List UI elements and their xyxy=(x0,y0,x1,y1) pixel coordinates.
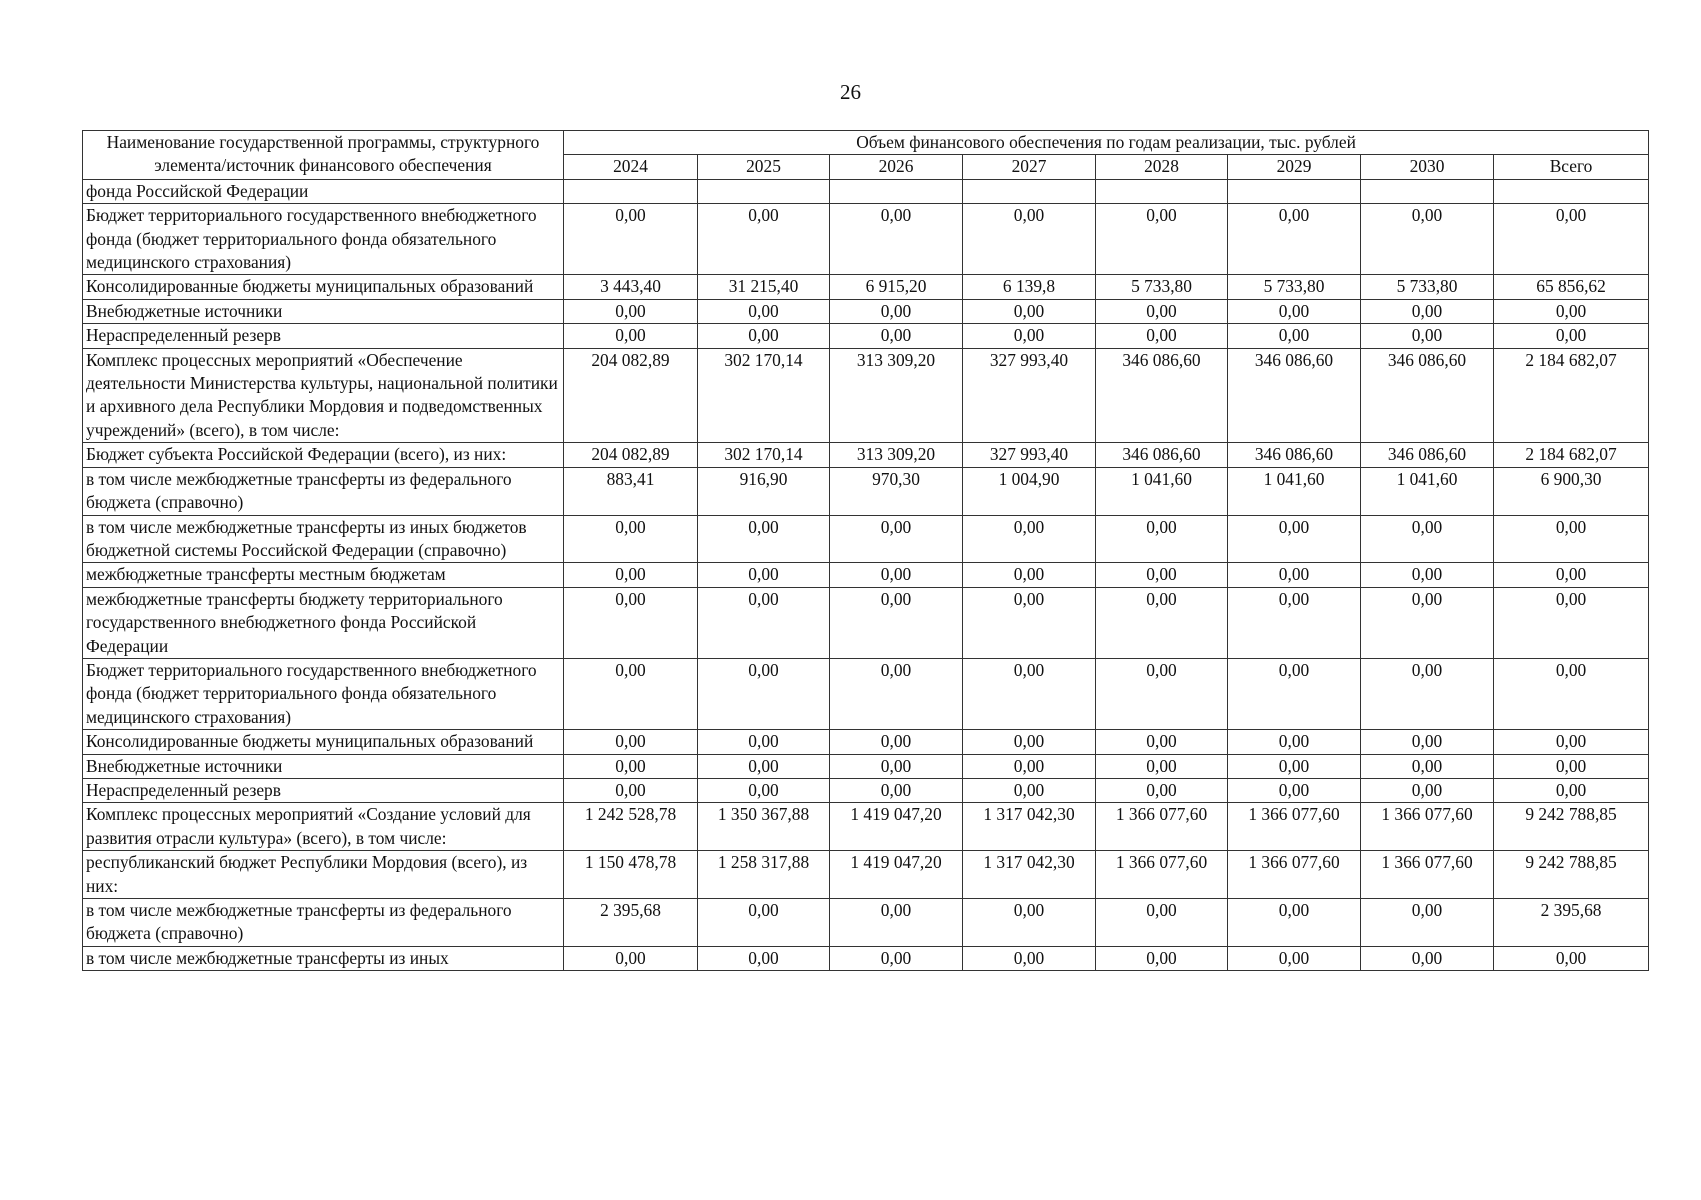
row-value-cell: 0,00 xyxy=(698,658,830,729)
row-value-cell xyxy=(1096,179,1228,203)
row-value-cell: 0,00 xyxy=(698,778,830,802)
table-row xyxy=(83,730,1649,754)
row-value-cell: 0,00 xyxy=(830,515,963,563)
row-value-cell: 1 366 077,60 xyxy=(1361,851,1494,899)
row-value-cell: 346 086,60 xyxy=(1096,348,1228,443)
row-value-cell: 0,00 xyxy=(1096,730,1228,754)
row-value-cell: 0,00 xyxy=(698,754,830,778)
row-value-cell: 0,00 xyxy=(698,563,830,587)
row-value-cell: 0,00 xyxy=(1228,324,1361,348)
row-value-cell: 0,00 xyxy=(963,658,1096,729)
row-name: в том числе межбюджетные трансферты из иных xyxy=(83,946,564,970)
row-value-cell: 346 086,60 xyxy=(1096,443,1228,467)
row-value-cell: 0,00 xyxy=(1096,563,1228,587)
row-value-cell: 0,00 xyxy=(1361,754,1494,778)
row-total-cell: 0,00 xyxy=(1494,587,1649,658)
row-name: в том числе межбюджетные трансферты из федерального бюджета (справочно) xyxy=(83,899,564,947)
header-name-column: Наименование государственной программы, структурного элемента/источник финансового обеспечения xyxy=(83,131,564,180)
header-year: 2024 xyxy=(564,155,698,179)
row-value-cell: 0,00 xyxy=(1361,946,1494,970)
row-value-cell: 0,00 xyxy=(963,587,1096,658)
row-value-cell: 204 082,89 xyxy=(564,348,698,443)
row-value-cell: 0,00 xyxy=(1361,563,1494,587)
row-total-cell: 0,00 xyxy=(1494,563,1649,587)
row-value-cell: 0,00 xyxy=(830,324,963,348)
row-value-cell: 0,00 xyxy=(698,324,830,348)
row-total-cell: 0,00 xyxy=(1494,778,1649,802)
row-value-cell: 0,00 xyxy=(564,754,698,778)
row-value-cell xyxy=(830,179,963,203)
header-year: 2026 xyxy=(830,155,963,179)
table-row xyxy=(83,851,1649,899)
row-value-cell: 0,00 xyxy=(830,658,963,729)
row-value-cell: 0,00 xyxy=(1096,946,1228,970)
row-value-cell: 0,00 xyxy=(830,754,963,778)
row-value-cell: 5 733,80 xyxy=(1096,275,1228,299)
row-value-cell: 0,00 xyxy=(1228,778,1361,802)
row-value-cell: 302 170,14 xyxy=(698,443,830,467)
row-value-cell: 1 317 042,30 xyxy=(963,851,1096,899)
row-value-cell: 0,00 xyxy=(963,899,1096,947)
row-value-cell: 0,00 xyxy=(564,730,698,754)
row-value-cell: 204 082,89 xyxy=(564,443,698,467)
row-value-cell: 3 443,40 xyxy=(564,275,698,299)
row-value-cell: 0,00 xyxy=(564,778,698,802)
row-value-cell: 1 419 047,20 xyxy=(830,851,963,899)
row-value-cell: 883,41 xyxy=(564,467,698,515)
row-value-cell: 0,00 xyxy=(1096,204,1228,275)
row-value-cell xyxy=(698,179,830,203)
row-value-cell: 0,00 xyxy=(830,563,963,587)
row-value-cell xyxy=(1228,179,1361,203)
row-value-cell: 0,00 xyxy=(1228,658,1361,729)
row-value-cell: 1 258 317,88 xyxy=(698,851,830,899)
row-value-cell: 0,00 xyxy=(963,299,1096,323)
row-value-cell: 0,00 xyxy=(1361,899,1494,947)
table-row xyxy=(83,467,1649,515)
row-name: Комплекс процессных мероприятий «Создание условий для развития отрасли культура» (всего), в том числе: xyxy=(83,803,564,851)
row-value-cell: 346 086,60 xyxy=(1228,443,1361,467)
row-value-cell: 1 004,90 xyxy=(963,467,1096,515)
row-total-cell: 9 242 788,85 xyxy=(1494,851,1649,899)
row-value-cell: 970,30 xyxy=(830,467,963,515)
row-total-cell: 0,00 xyxy=(1494,324,1649,348)
row-value-cell: 1 041,60 xyxy=(1096,467,1228,515)
row-value-cell: 1 366 077,60 xyxy=(1228,803,1361,851)
row-value-cell: 346 086,60 xyxy=(1361,348,1494,443)
row-value-cell: 0,00 xyxy=(564,563,698,587)
header-year: 2029 xyxy=(1228,155,1361,179)
row-value-cell: 5 733,80 xyxy=(1361,275,1494,299)
row-total-cell xyxy=(1494,179,1649,203)
table-row xyxy=(83,443,1649,467)
table-row xyxy=(83,204,1649,275)
row-value-cell: 0,00 xyxy=(963,730,1096,754)
row-name: фонда Российской Федерации xyxy=(83,179,564,203)
row-value-cell: 302 170,14 xyxy=(698,348,830,443)
row-value-cell: 5 733,80 xyxy=(1228,275,1361,299)
table-row xyxy=(83,658,1649,729)
row-value-cell: 0,00 xyxy=(963,324,1096,348)
row-value-cell: 31 215,40 xyxy=(698,275,830,299)
row-value-cell: 0,00 xyxy=(1228,730,1361,754)
row-value-cell: 1 366 077,60 xyxy=(1096,803,1228,851)
row-value-cell: 0,00 xyxy=(830,587,963,658)
row-value-cell: 0,00 xyxy=(1361,299,1494,323)
header-year: 2030 xyxy=(1361,155,1494,179)
row-value-cell: 0,00 xyxy=(1228,899,1361,947)
row-value-cell: 0,00 xyxy=(698,204,830,275)
row-value-cell: 0,00 xyxy=(963,754,1096,778)
row-value-cell: 0,00 xyxy=(1361,324,1494,348)
row-name: межбюджетные трансферты местным бюджетам xyxy=(83,563,564,587)
header-row-1 xyxy=(83,131,1649,155)
row-value-cell: 1 419 047,20 xyxy=(830,803,963,851)
table-row xyxy=(83,899,1649,947)
row-value-cell: 0,00 xyxy=(1096,515,1228,563)
row-value-cell: 0,00 xyxy=(1096,778,1228,802)
row-value-cell: 0,00 xyxy=(564,658,698,729)
row-value-cell xyxy=(564,179,698,203)
row-total-cell: 6 900,30 xyxy=(1494,467,1649,515)
row-value-cell: 0,00 xyxy=(963,778,1096,802)
row-value-cell: 0,00 xyxy=(1228,563,1361,587)
row-total-cell: 0,00 xyxy=(1494,515,1649,563)
row-value-cell: 1 317 042,30 xyxy=(963,803,1096,851)
row-value-cell: 0,00 xyxy=(564,587,698,658)
table-row xyxy=(83,299,1649,323)
row-value-cell: 0,00 xyxy=(1096,754,1228,778)
row-value-cell: 0,00 xyxy=(830,899,963,947)
row-value-cell: 1 366 077,60 xyxy=(1228,851,1361,899)
row-value-cell: 0,00 xyxy=(698,946,830,970)
row-total-cell: 2 184 682,07 xyxy=(1494,443,1649,467)
row-value-cell: 0,00 xyxy=(564,515,698,563)
row-value-cell: 0,00 xyxy=(564,299,698,323)
row-value-cell: 0,00 xyxy=(963,204,1096,275)
row-value-cell: 0,00 xyxy=(698,299,830,323)
row-name: Комплекс процессных мероприятий «Обеспечение деятельности Министерства культуры, национальной политики и архивного дела Республики Мордовия и подведомственных учреждений» (всего), в том числе: xyxy=(83,348,564,443)
row-value-cell: 0,00 xyxy=(1361,587,1494,658)
row-value-cell: 0,00 xyxy=(1096,658,1228,729)
header-group-title: Объем финансового обеспечения по годам реализации, тыс. рублей xyxy=(564,131,1649,155)
row-value-cell: 0,00 xyxy=(830,299,963,323)
table-row xyxy=(83,778,1649,802)
row-value-cell: 327 993,40 xyxy=(963,348,1096,443)
row-value-cell: 346 086,60 xyxy=(1228,348,1361,443)
row-value-cell: 1 242 528,78 xyxy=(564,803,698,851)
row-value-cell: 0,00 xyxy=(1228,204,1361,275)
row-name: Бюджет территориального государственного внебюджетного фонда (бюджет территориального фонда обязательного медицинского страхования) xyxy=(83,658,564,729)
row-total-cell: 0,00 xyxy=(1494,204,1649,275)
row-value-cell: 0,00 xyxy=(830,204,963,275)
header-year: 2028 xyxy=(1096,155,1228,179)
page-number: 26 xyxy=(840,80,861,104)
row-value-cell: 0,00 xyxy=(698,587,830,658)
header-total: Всего xyxy=(1494,155,1649,179)
row-value-cell: 1 366 077,60 xyxy=(1361,803,1494,851)
financing-table xyxy=(82,130,1649,971)
row-value-cell: 0,00 xyxy=(698,899,830,947)
row-value-cell: 0,00 xyxy=(1228,587,1361,658)
row-value-cell: 0,00 xyxy=(830,946,963,970)
table-row xyxy=(83,803,1649,851)
table-row xyxy=(83,515,1649,563)
row-value-cell: 0,00 xyxy=(830,730,963,754)
row-value-cell: 0,00 xyxy=(1361,658,1494,729)
row-value-cell: 0,00 xyxy=(1361,730,1494,754)
row-name: в том числе межбюджетные трансферты из иных бюджетов бюджетной системы Российской Федерации (справочно) xyxy=(83,515,564,563)
row-name: Консолидированные бюджеты муниципальных образований xyxy=(83,730,564,754)
header-year: 2027 xyxy=(963,155,1096,179)
row-value-cell: 0,00 xyxy=(1228,946,1361,970)
table-row xyxy=(83,563,1649,587)
row-name: республиканский бюджет Республики Мордовия (всего), из них: xyxy=(83,851,564,899)
table-row xyxy=(83,587,1649,658)
row-value-cell: 0,00 xyxy=(564,204,698,275)
row-value-cell: 0,00 xyxy=(1228,515,1361,563)
row-value-cell xyxy=(963,179,1096,203)
table-row xyxy=(83,275,1649,299)
row-total-cell: 65 856,62 xyxy=(1494,275,1649,299)
row-total-cell: 9 242 788,85 xyxy=(1494,803,1649,851)
table-row xyxy=(83,754,1649,778)
row-name: Нераспределенный резерв xyxy=(83,778,564,802)
row-value-cell: 1 366 077,60 xyxy=(1096,851,1228,899)
row-value-cell: 0,00 xyxy=(1228,299,1361,323)
row-name: Бюджет территориального государственного внебюджетного фонда (бюджет территориального фонда обязательного медицинского страхования) xyxy=(83,204,564,275)
row-value-cell: 0,00 xyxy=(1096,324,1228,348)
row-value-cell xyxy=(1361,179,1494,203)
row-value-cell: 313 309,20 xyxy=(830,443,963,467)
table-row xyxy=(83,179,1649,203)
row-value-cell: 0,00 xyxy=(564,324,698,348)
row-total-cell: 0,00 xyxy=(1494,299,1649,323)
row-value-cell: 0,00 xyxy=(1361,778,1494,802)
table-row xyxy=(83,324,1649,348)
row-total-cell: 0,00 xyxy=(1494,946,1649,970)
row-value-cell: 0,00 xyxy=(1361,515,1494,563)
row-value-cell: 6 915,20 xyxy=(830,275,963,299)
row-value-cell: 327 993,40 xyxy=(963,443,1096,467)
row-total-cell: 2 395,68 xyxy=(1494,899,1649,947)
row-value-cell: 0,00 xyxy=(1228,754,1361,778)
row-value-cell: 1 041,60 xyxy=(1361,467,1494,515)
row-value-cell: 0,00 xyxy=(963,563,1096,587)
row-value-cell: 0,00 xyxy=(698,515,830,563)
row-name: межбюджетные трансферты бюджету территориального государственного внебюджетного фонда Российской Федерации xyxy=(83,587,564,658)
header-year: 2025 xyxy=(698,155,830,179)
row-value-cell: 0,00 xyxy=(1096,299,1228,323)
table-row xyxy=(83,946,1649,970)
row-name: Нераспределенный резерв xyxy=(83,324,564,348)
row-value-cell: 313 309,20 xyxy=(830,348,963,443)
row-name: Консолидированные бюджеты муниципальных образований xyxy=(83,275,564,299)
row-value-cell: 0,00 xyxy=(1096,587,1228,658)
row-value-cell: 1 150 478,78 xyxy=(564,851,698,899)
row-name: Внебюджетные источники xyxy=(83,754,564,778)
row-value-cell: 1 041,60 xyxy=(1228,467,1361,515)
row-name: Внебюджетные источники xyxy=(83,299,564,323)
row-value-cell: 0,00 xyxy=(698,730,830,754)
row-value-cell: 1 350 367,88 xyxy=(698,803,830,851)
row-value-cell: 0,00 xyxy=(830,778,963,802)
row-value-cell: 6 139,8 xyxy=(963,275,1096,299)
row-value-cell: 0,00 xyxy=(963,515,1096,563)
row-value-cell: 346 086,60 xyxy=(1361,443,1494,467)
row-value-cell: 0,00 xyxy=(963,946,1096,970)
row-value-cell: 0,00 xyxy=(564,946,698,970)
table-row xyxy=(83,348,1649,443)
row-total-cell: 0,00 xyxy=(1494,658,1649,729)
row-name: в том числе межбюджетные трансферты из федерального бюджета (справочно) xyxy=(83,467,564,515)
row-value-cell: 916,90 xyxy=(698,467,830,515)
row-name: Бюджет субъекта Российской Федерации (всего), из них: xyxy=(83,443,564,467)
row-value-cell: 0,00 xyxy=(1096,899,1228,947)
row-total-cell: 0,00 xyxy=(1494,730,1649,754)
row-total-cell: 0,00 xyxy=(1494,754,1649,778)
row-total-cell: 2 184 682,07 xyxy=(1494,348,1649,443)
row-value-cell: 2 395,68 xyxy=(564,899,698,947)
row-value-cell: 0,00 xyxy=(1361,204,1494,275)
